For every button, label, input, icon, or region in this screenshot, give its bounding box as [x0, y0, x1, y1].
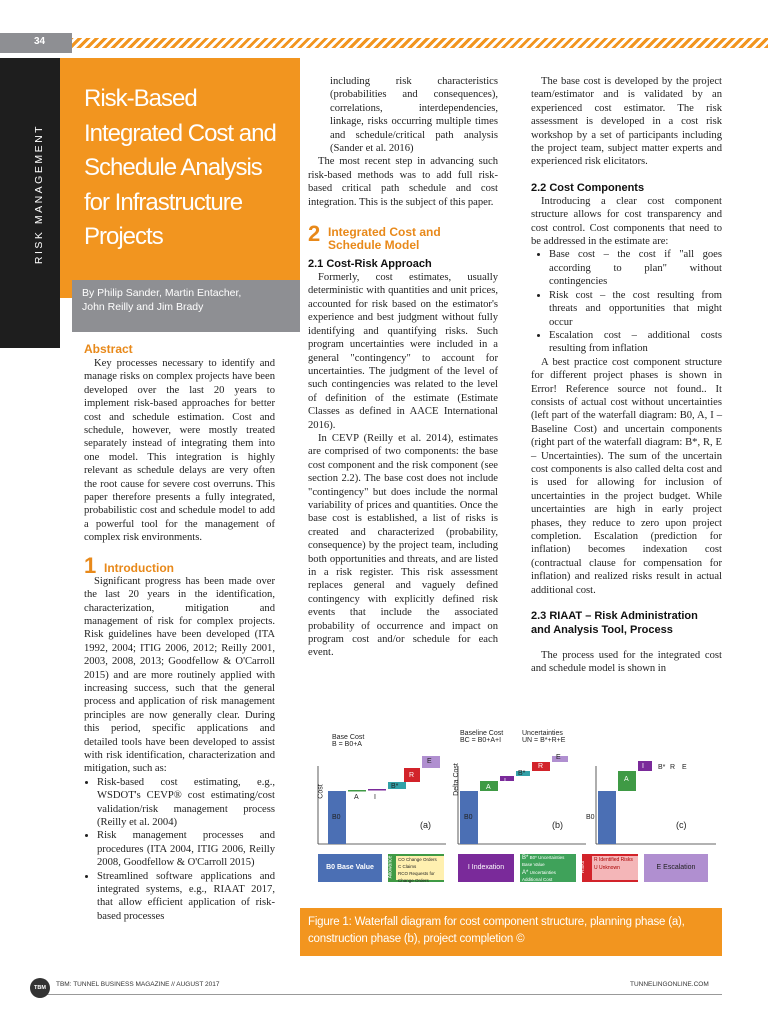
bar-a: [348, 790, 366, 792]
panel-label: (a): [420, 820, 431, 830]
subsection-heading: 2.1 Cost-Risk Approach: [308, 258, 432, 271]
section-tab-label: RISK MANAGEMENT: [33, 123, 45, 265]
legend-item: A*: [522, 870, 529, 876]
bar-label: B0: [332, 814, 341, 821]
authors: [82, 286, 241, 314]
list-item: • Base cost – the cost if "all goes according to plan" without contingencies: [549, 248, 722, 288]
logo-text: TBM: [34, 985, 46, 991]
title-line: for Infrastructure: [84, 188, 243, 216]
footer-left: TBM: TUNNEL BUSINESS MAGAZINE // AUGUST 2017: [56, 981, 220, 988]
subsection-heading-line: and Analysis Tool, Process: [531, 624, 673, 637]
bar-label: E: [556, 754, 561, 761]
panel-label: (c): [676, 820, 687, 830]
bar-label: I: [374, 794, 376, 801]
subsection-heading: 2.2 Cost Components: [531, 181, 645, 194]
legend-label: E Escalation: [656, 864, 696, 871]
legend-item: U Unknown: [594, 865, 620, 871]
list-item: • Risk cost – the cost resulting from threats and opportunities that might occur: [549, 289, 722, 329]
bullet-continuation: including risk characteristics (probabilities and consequences), correlations, interdependencies, linkage, risks occurring multiple times and schedule/critical path analysis (Sander et al. 2016): [330, 76, 498, 155]
footer-rule: [42, 994, 722, 995]
section-tab-orange-strip: [60, 58, 72, 298]
footer-right: TUNNELINGONLINE.COM: [630, 981, 709, 988]
list-item: • Risk management processes and procedures (ITA 2004, ITIG 2006, Reilly 2008, Goodfellow & O'Carroll 2015): [97, 829, 275, 869]
paragraph: The most recent step in advancing such risk-based methods was to add full risk-based critical path schedule and cost integration. This is the subject of this paper.: [308, 156, 498, 208]
title-line: Risk-Based: [84, 85, 197, 112]
section-number: 1: [84, 552, 97, 578]
column-3: [531, 75, 722, 676]
bar-label: A: [486, 784, 491, 791]
legend-b0: [318, 854, 382, 882]
list-item: • Escalation cost – additional costs resulting from inflation: [549, 329, 722, 356]
bar-label: B*: [391, 783, 399, 790]
article-title: [84, 82, 294, 255]
legend-risks: [582, 854, 638, 882]
title-line: Integrated Cost and: [84, 119, 276, 147]
figure-caption: Figure 1: Waterfall diagram for cost component structure, planning phase (a), construction phase (b), project completion ©: [308, 916, 685, 945]
subsection-heading-line: 2.3 RIAAT – Risk Administration: [531, 610, 698, 623]
label-formula: B = B0+A: [332, 741, 362, 748]
author-line: John Reilly and Jim Brady: [82, 301, 204, 313]
bar-b0: [598, 791, 616, 844]
legend-side-label: Risks: [580, 860, 587, 874]
legend-item: B0* Uncertainties Base Value: [522, 855, 565, 867]
header-stripe: [72, 38, 768, 48]
legend-side-label: Allowance: [387, 855, 394, 879]
section-number: 2: [308, 221, 321, 247]
legend-uncertainties: [520, 854, 576, 882]
intro-bullets: [84, 776, 275, 923]
figure-caption-box: [300, 908, 722, 956]
list-item: • Risk-based cost estimating, e.g., WSDOT's CEVP® cost estimating/cost validation/risk management process (Reilly et al. 2004): [97, 776, 275, 830]
bar-label: I: [504, 778, 506, 785]
column-2: [308, 75, 498, 660]
title-block: [72, 58, 300, 280]
cost-component-bullets: [531, 248, 722, 355]
legend-label: I Indexation: [467, 864, 505, 871]
abstract-text: Key processes necessary to identify and manage risks on complex projects have been developed over the last 20 years to implement risk-based approaches for better cost and schedule estimation. Cost and schedule, however, were mostly treated separately instead of integrating them into one model. This integration is highly relevant as schedule delays are very often the root cause for severe cost overruns. This paper therefore presents a fully integrated, probabilistic cost and schedule model to add a powerful tool for the management of complex risk environments.: [84, 358, 275, 544]
paragraph: The process used for the integrated cost and schedule model is shown in: [531, 650, 722, 675]
baseline-cost-label: [460, 730, 503, 744]
legend-e: [644, 854, 708, 882]
bar-label: B*: [658, 764, 666, 771]
label-formula: BC = B0+A+I: [460, 737, 502, 744]
legend-item: B*: [522, 855, 529, 861]
panel-label: (b): [552, 820, 563, 830]
author-line: By Philip Sander, Martin Entacher,: [82, 287, 242, 299]
legend-allowance: [388, 854, 444, 882]
section-heading-line: Integrated Cost and: [328, 225, 441, 240]
page-number: 34: [34, 36, 46, 47]
legend-item: C Claims: [398, 864, 417, 869]
legend-label: B0 Base Value: [326, 864, 374, 871]
list-item: • Streamlined software applications and integrated systems, e.g., RIAAT 2017, that allow efficient application of risk-based processes: [97, 870, 275, 924]
bar-label: A: [624, 776, 629, 783]
bar-label: A: [354, 794, 359, 801]
paragraph: The base cost is developed by the project team/estimator and is validated by an experienced cost estimator. The risk assessment is developed in a cost risk workshop by a set of participants including the project team, subject matter experts and experienced risk elicitators.: [531, 76, 722, 168]
bar-i: [638, 761, 652, 771]
section-tab: [0, 58, 60, 348]
bar-label: B0: [586, 814, 595, 821]
footer-logo: [30, 978, 50, 998]
abstract-heading: Abstract: [84, 342, 133, 356]
legend-i: [458, 854, 514, 882]
title-line: Projects: [84, 223, 163, 250]
subsection-heading: [531, 609, 722, 637]
bar-label: R: [409, 772, 415, 779]
bar-label: R: [538, 763, 544, 770]
section-heading-line: Schedule Model: [328, 238, 420, 253]
figure-waterfall: [306, 728, 722, 888]
cost-axis-label: Cost: [317, 784, 325, 799]
legend-item: CO Change Orders: [398, 857, 437, 862]
bar-label: B0: [464, 814, 473, 821]
bar-i: [500, 776, 514, 781]
paragraph: Introducing a clear cost component structure allows for cost transparency and cost control. Cost components that need to be addressed in the estimate are:: [531, 195, 722, 248]
base-cost-label: [332, 734, 364, 748]
paragraph: A best practice cost component structure for different project phases is shown in Error! Reference source not found.. It consists of actual cost without uncertainties (left part of the waterfall diagram: B0, A, I – Baseline Cost) and uncertain components (right part of the waterfall diagram: B*, R, E – Uncertainties). The sum of the uncertain cost components is also called delta cost and is used for allowing for inclusion of uncertainties in the project budget. While uncertainties are high in early project phases, they reduce to zero upon project completion. Escalation (prediction for inflation) becomes indexation cost (contractual clause for compensation for inflation) and realized risks result in actual additional cost.: [531, 356, 722, 596]
bar-label: E: [682, 764, 687, 771]
label-title: Base Cost: [332, 734, 365, 741]
label-title: Uncertainties: [522, 730, 563, 737]
uncertainties-label: [522, 730, 565, 744]
intro-paragraph: Significant progress has been made over the last 20 years in the identification, characterization, mitigation and management of risk for complex projects. Risk guidelines have been developed (ITA 1992, 2004; ITIG 2006, 2012; Reilly 2001, 2003, 2008, 2013; Goodfellow & O'Carroll 2015) and are more routinely applied with increasing success, such that the general process and application of risk management principles are now generally clear. During this period, specific applications and detailed tools have been developed to assist with risk identification, characterization and mitigation, such as:: [84, 575, 275, 775]
label-title: Baseline Cost: [460, 730, 504, 737]
paragraph: Formerly, cost estimates, usually deterministic with quantities and unit prices, accounted for risk based on the estimator's experience and best judgment without fully identifying and quantifying risks. Such program uncertainties were included in a general "contingency" to account for uncertainties. The judgment of the level of such contingencies was related to the level of definition of the estimate (Estimate Classes as defined in AACE International 2016).: [308, 272, 498, 431]
legend-item: R Identified Risks: [594, 857, 633, 863]
paragraph: In CEVP (Reilly et al. 2014), estimates are comprised of two components: the base cost component and the risk component (see section 2.2). The base cost does not include "contingency" but does include the normal variability of prices and quantities. Once the base cost is established, a list of risks is created and characterized (probability, consequence) by the project team, including both opportunities and threats, and are listed in a risk register. This risk assessment replaces general and vaguely defined contingency with explicitly defined risk events that include the associated probability of occurrence and impact on program cost and/or schedule for each event.: [308, 432, 498, 659]
section-2-heading: [308, 221, 498, 253]
bar-label: B*: [518, 770, 526, 777]
intro-heading: [84, 552, 275, 578]
legend-item: RCO Requests for Change Orders: [398, 871, 435, 883]
legend-risks-box: [592, 856, 638, 880]
column-1: [84, 342, 275, 923]
section-heading: Introduction: [104, 560, 174, 575]
legend-item: Uncertainties Additional Cost: [522, 870, 556, 882]
legend-allowance-box: [396, 856, 444, 883]
delta-cost-axis-label: Delta Cost: [452, 763, 460, 796]
bar-label: I: [642, 763, 644, 770]
bar-label: E: [427, 758, 432, 765]
page-number-tab: [0, 33, 72, 53]
label-formula: UN = B*+R+E: [522, 737, 566, 744]
bar-label: R: [670, 764, 676, 771]
bar-i: [368, 789, 386, 791]
author-bar: [72, 280, 300, 332]
title-line: Schedule Analysis: [84, 154, 262, 181]
